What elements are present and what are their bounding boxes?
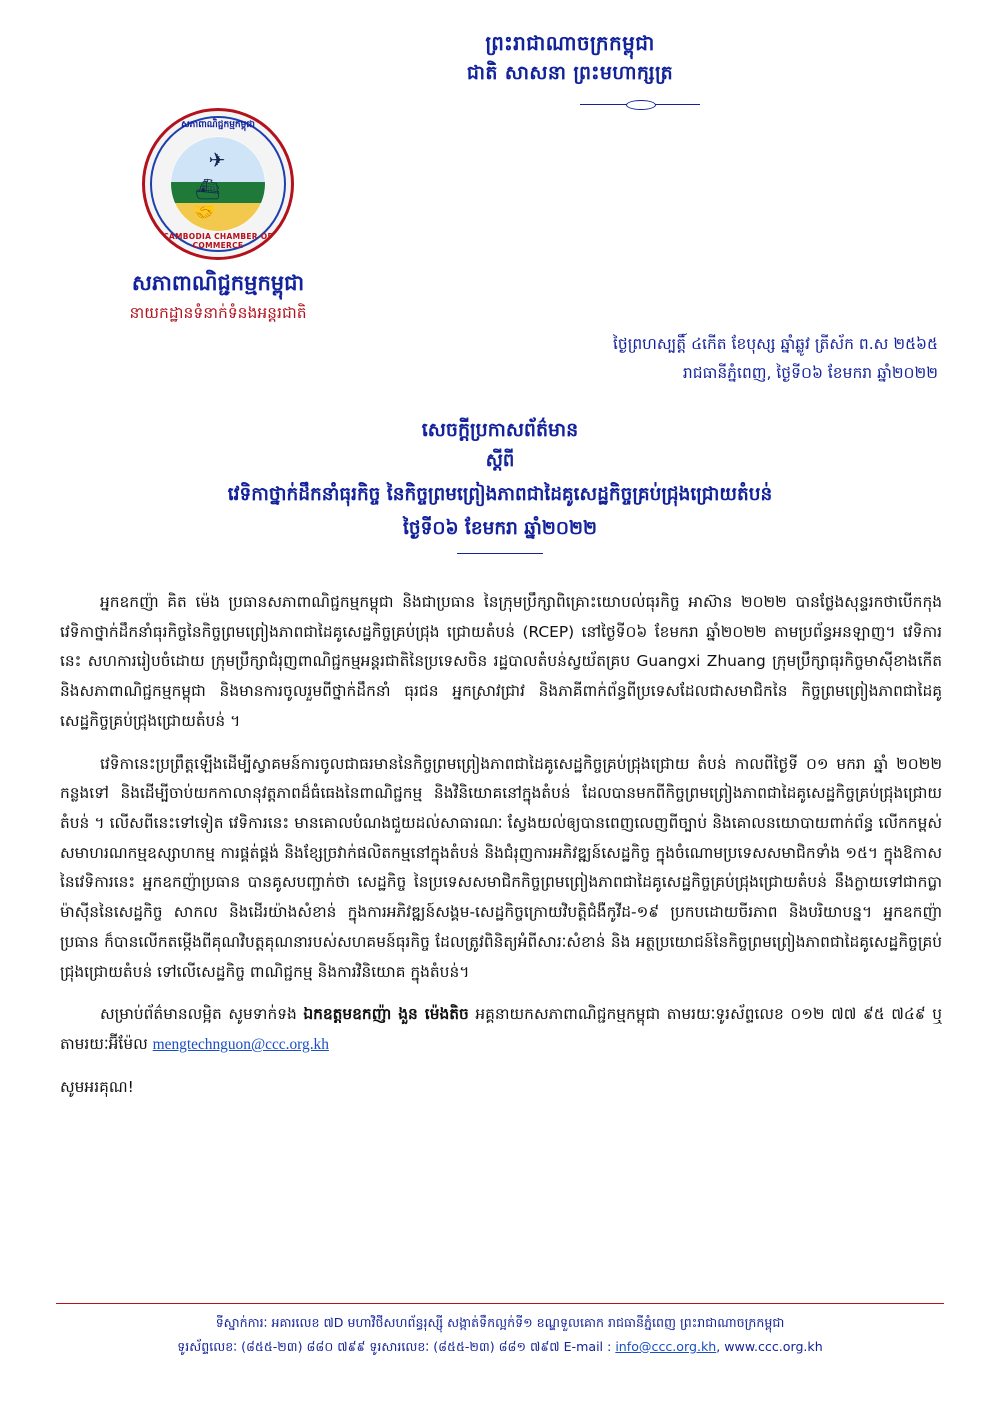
footer-divider — [56, 1303, 944, 1304]
footer-phone-fax: ទូរស័ព្ទលេខៈ (៨៥៥-២៣) ៨៨០ ៧៩៩ ទូរសារលេខៈ (៨៥៥-២៣) ៨៨១ ៧៩៧ E-mail : — [177, 1338, 616, 1354]
organization-department: នាយកដ្ឋានទំនាក់ទំនងអន្តរជាតិ — [129, 304, 307, 322]
title-underline — [457, 553, 543, 554]
seal-khmer-text: សភាពាណិជ្ជកម្មកម្ពុជា — [181, 120, 255, 130]
handshake-icon: 🤝 — [193, 202, 216, 223]
contact-details: អគ្គនាយកសភាពាណិជ្ជកម្មកម្ពុជា តាមរយៈទូរស័ព្ទលេខ ០១២ ៧៧ ៩៥ ៧៤៩ ឬ តាមរយៈអ៊ីម៉ែល — [60, 1005, 942, 1054]
kingdom-title-line2: ជាតិ សាសនា ព្រះមហាក្សត្រ — [466, 62, 674, 84]
seal-inner-scene — [171, 137, 265, 231]
title-subject-line1: វេទិកាថ្នាក់ដឹកនាំធុរកិច្ច នៃកិច្ចព្រមព្រៀងភាពជាដៃគូសេដ្ឋកិច្ចគ្រប់ជ្រុងជ្រោយតំបន់ — [227, 484, 773, 505]
contact-intro: សម្រាប់ព័ត៌មានលម្អិត សូមទាក់ទង — [100, 1005, 304, 1024]
organization-block — [78, 108, 358, 326]
date-block — [613, 330, 938, 387]
decorative-divider-icon — [580, 100, 700, 110]
closing-thanks: សូមអរគុណ! — [60, 1077, 134, 1096]
ship-icon: ⛴ — [195, 177, 221, 201]
kingdom-title-line1: ព្រះរាជាណាចក្រកម្ពុជា — [485, 31, 655, 55]
paragraph-2: វេទិកានេះប្រព្រឹត្តឡើងដើម្បីស្វាគមន៍ការចូលជាធរមាននៃកិច្ចព្រមព្រៀងភាពជាដៃគូសេដ្ឋកិច្ចគ្រប់ជ្រុងជ្រោយ តំបន់ កាលពីថ្ងៃទី ០១ មករា ឆ្នាំ ២០២២ កន្លងទៅ និងដើម្បីចាប់យកកាលានុវត្តភាពដ៏ធំធេងនៃពាណិជ្ជកម្ម និងវិនិយោគនៅក្នុងតំបន់ ដែលបានមកពីកិច្ចព្រមព្រៀងភាពជាដៃគូសេដ្ឋកិច្ចគ្រប់ជ្រុងជ្រោយតំបន់ ។ លើសពីនេះទៅទៀត វេទិការនេះ មានគោលបំណងជួយដល់សាធារណៈ ស្វែងយល់ឲ្យបានពេញលេញពីច្បាប់ និងគោលនយោបាយពាក់ព័ន្ធ លើកកម្ពស់សមាហរណកម្មឧស្សាហកម្ម ការផ្គត់ផ្គង់ និងខ្សែច្រវាក់ផលិតកម្មនៅក្នុងតំបន់ និងជំរុញការអភិវឌ្ឍន៍សេដ្ឋកិច្ច ក្នុងចំណោមប្រទេសសមាជិកទាំង ១៥។ ក្នុងឱកាសនៃវេទិការនេះ អ្នកឧកញ៉ាប្រធាន បានគូសបញ្ជាក់ថា សេដ្ឋកិច្ច នៃប្រទេសសមាជិកកិច្ចព្រមព្រៀងភាពជាដៃគូសេដ្ឋកិច្ចគ្រប់ជ្រុងជ្រោយតំបន់ នឹងក្លាយទៅជាកប្លាម៉ាស៊ីននៃសេដ្ឋកិច្ច សាកល និងដើរយ៉ាងសំខាន់ ក្នុងការអភិវឌ្ឍន៍សង្គម-សេដ្ឋកិច្ចក្រោយវិបត្តិជំងឺកូវីដ-១៩ ប្រកបដោយចីរភាព និងបរិយាបន្ន។ អ្នកឧកញ៉ាប្រធាន ក៏បានលើកតម្កើងពីគុណវិបត្តគុណនារបស់សហគមន៍ធុរកិច្ច ដែលត្រូវពិនិត្យអំពីសារៈសំខាន់ និង អត្ថប្រយោជន៍នៃកិច្ចព្រមព្រៀងភាពជាដៃគូសេដ្ឋកិច្ចគ្រប់ជ្រុងជ្រោយតំបន់ ទៅលើសេដ្ឋកិច្ច ពាណិជ្ជកម្ម និងការវិនិយោគ ក្នុងតំបន់។ — [60, 754, 942, 981]
document-title-block — [56, 418, 944, 554]
page-title: សេចក្ដីប្រកាសព័ត៌មាន — [421, 419, 579, 441]
royal-header — [196, 28, 944, 110]
contact-email-link[interactable]: mengtechnguon@ccc.org.kh — [152, 1036, 329, 1054]
footer-contact-line — [56, 1335, 944, 1358]
footer-address: ទីស្នាក់ការៈ អគារលេខ ៧D មហាវិថីសហព័ន្ធរុស្ស៊ី សង្កាត់ទឹកល្អក់ទី១ ខណ្ឌទួលគោក រាជធានីភ្នំពេញ ព្រះរាជាណាចក្រកម្ពុជា — [215, 1315, 785, 1331]
chamber-seal-logo — [142, 108, 294, 260]
seal-latin-text: CAMBODIA CHAMBER OF COMMERCE — [163, 232, 273, 250]
document-footer — [56, 1303, 944, 1358]
paragraph-3 — [60, 1000, 942, 1059]
document-body — [60, 588, 942, 1116]
organization-name: សភាពាណិជ្ជកម្មកម្ពុជា — [131, 271, 305, 295]
title-subject-line2: ថ្ងៃទី០៦ ខែមករា ឆ្នាំ២០២២ — [403, 517, 597, 539]
contact-person-name: ឯកឧត្តមឧកញ៉ា ងួន ម៉េងតិច — [303, 1005, 469, 1024]
footer-email-link[interactable]: info@ccc.org.kh — [615, 1338, 717, 1354]
title-subject-label: ស្ដីពី — [485, 450, 515, 471]
buddhist-date: ថ្ងៃព្រហស្បត្តិ៍ ៤កើត ខែបុស្ស ឆ្នាំឆ្លូវ ត្រីស័ក ព.ស ២៥៦៥ — [612, 335, 938, 353]
airplane-icon: ✈ — [208, 148, 226, 172]
paragraph-1: អ្នកឧកញ៉ា គិត ម៉េង ប្រធានសភាពាណិជ្ជកម្មកម្ពុជា និងជាប្រធាន នៃក្រុមប្រឹក្សាពិគ្រោះយោបល់ធុរកិច្ច អាស៊ាន ២០២២ បានថ្លែងសុន្ទរកថាបើកកុង វេទិកាថ្នាក់ដឹកនាំធុរកិច្ចនៃកិច្ចព្រមព្រៀងភាពជាដៃគូសេដ្ឋកិច្ចគ្រប់ជ្រុង ជ្រោយតំបន់ (RCEP) នៅថ្ងៃទី០៦ ខែមករា ឆ្នាំ២០២២ តាមប្រព័ន្ធអនឡាញ។ វេទិការនេះ សហការរៀបចំដោយ ក្រុមប្រឹក្សាជំរុញពាណិជ្ជកម្មអន្តរជាតិនៃប្រទេសចិន រដ្ឋបាលតំបន់ស្វយ័តគ្រប Guangxi Zhuang ក្រុមប្រឹក្សាធុរកិច្ចមាស៊ីខាងកើត និងសភាពាណិជ្ជកម្មកម្ពុជា និងមានការចូលរួមពីថ្នាក់ដឹកនាំ ធុរជន អ្នកស្រាវជ្រាវ និងភាគីពាក់ព័ន្ធពីប្រទេសដែលជាសមាជិកនៃ កិច្ចព្រមព្រៀងភាពជាដៃគូសេដ្ឋកិច្ចគ្រប់ជ្រុងជ្រោយតំបន់ ។ — [60, 593, 942, 730]
footer-website: , www.ccc.org.kh — [716, 1338, 823, 1354]
gregorian-date: រាជធានីភ្នំពេញ, ថ្ងៃទី០៦ ខែមករា ឆ្នាំ២០២២ — [682, 363, 938, 382]
